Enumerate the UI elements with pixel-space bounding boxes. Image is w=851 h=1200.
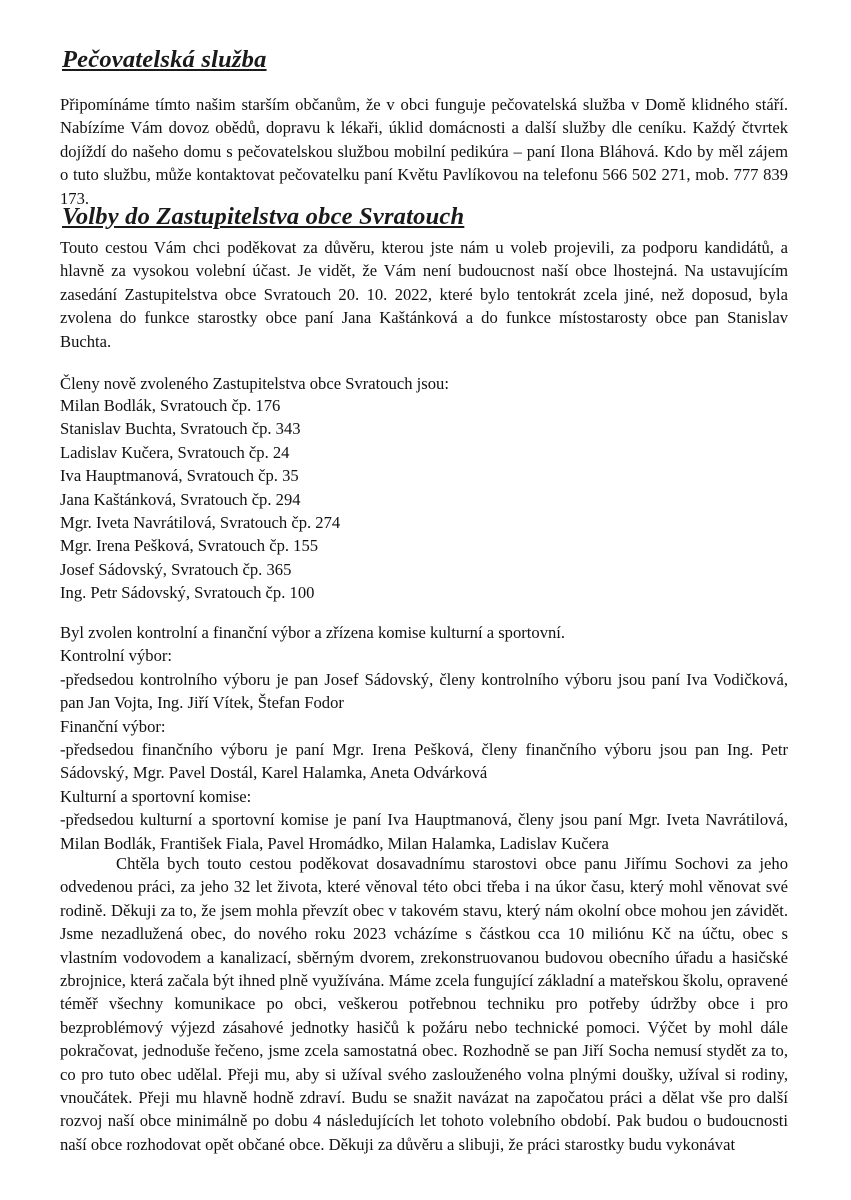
heading-volby: Volby do Zastupitelstva obce Svratouch	[62, 203, 465, 230]
list-item: Mgr. Irena Pešková, Svratouch čp. 155	[60, 536, 319, 556]
members-intro	[60, 372, 788, 395]
paragraph-pecovatelska-sluzba: Připomínáme tímto našim starším občanům, že v obci funguje pečovatelská služba v Domě klidného stáří. Nabízíme Vám dovoz obědů, dopravu k lékaři, úklid domácnosti a další služby dle ceníku. Každý čtvrtek dojíždí do našeho domu s pečovatelskou službou mobilní pedikúra – paní Ilona Bláhová. Kdo by měl zájem o tuto službu, může kontaktovat pečovatelku paní Květu Pavlíkovou na telefonu 566 502 271, mob. 777 839 173.	[60, 95, 788, 208]
paragraph-volby: Touto cestou Vám chci poděkovat za důvěru, kterou jste nám u voleb projevili, za podporu kandidátů, a hlavně za vysokou volební účast. Je vidět, že Vám není budoucnost naší obce lhostejná. Na ustavujícím zasedání Zastupitelstva obce Svratouch 20. 10. 2022, které bylo tentokrát zcela jiné, než doposud, byla zvolena do funkce starostky obce paní Jana Kaštánková a do funkce místostarosty obce pan Stanislav Buchta.	[60, 238, 788, 351]
list-item: Ladislav Kučera, Svratouch čp. 24	[60, 442, 290, 462]
list-item: Iva Hauptmanová, Svratouch čp. 35	[60, 466, 299, 486]
paragraph-thanks: Chtěla bych touto cestou poděkovat dosavadnímu starostovi obce panu Jiřímu Sochovi za jeho odvedenou práci, za jeho 32 let života, které věnoval této obci třeba i na úkor času, který mohl věnovat své rodině. Děkuji za to, že jsem mohla převzít obec v takovém stavu, který nám okolní obce mohou jen závidět. Jsme nezadlužená obec, do nového roku 2023 vcházíme s částkou cca 10 miliónu Kč na účtu, obec s vlastním vodovodem a kanalizací, sběrným dvorem, zrekonstruovanou budovou obecního úřadu a hasičské zbrojnice, která začala být ihned plně využívána. Máme zcela fungující základní a mateřskou školu, opravené téměř všechny komunikace po obci, veškerou potřebnou techniku pro potřeby údržby obce i pro bezproblémový výjezd zásahové jednotky hasičů k požáru nebo technické pomoci. Výčet by mohl dále pokračovat, jednoduše řečeno, jsme zcela samostatná obec. Rozhodně se pan Jiří Socha nemusí stydět za to, co pro tuto obec udělal. Přeji mu, aby si užíval svého zaslouženého volna plnými doušky, užíval si rodiny, vnoučátek. Přeji mu hlavně hodně zdraví. Budu se snažit navázat na započatou práci a dělat vše pro další rozvoj naší obce minimálně po dobu 4 následujících let tohoto volebního období. Pak budou o budoucnosti naší obce rozhodovat opět občané obce. Děkuji za důvěru a slibuji, že práci starostky budu vykonávat	[60, 854, 788, 1154]
kontrolni-vybor-label: Kontrolní výbor:	[60, 646, 172, 666]
kulturni-komise-label: Kulturní a sportovní komise:	[60, 786, 252, 806]
financni-vybor-label: Finanční výbor:	[60, 716, 166, 736]
list-item: Josef Sádovský, Svratouch čp. 365	[60, 559, 292, 579]
list-item: Stanislav Buchta, Svratouch čp. 343	[60, 419, 301, 439]
list-item: Ing. Petr Sádovský, Svratouch čp. 100	[60, 583, 315, 603]
members-list	[60, 394, 340, 605]
members-intro-text: Členy nově zvoleného Zastupitelstva obce Svratouch jsou:	[60, 374, 449, 393]
section-committees	[60, 621, 788, 855]
heading-pecovatelska-sluzba: Pečovatelská služba	[62, 46, 267, 73]
list-item: Jana Kaštánková, Svratouch čp. 294	[60, 489, 301, 509]
section-thanks	[60, 852, 788, 1156]
financni-vybor-text: -předsedou finančního výboru je paní Mgr. Irena Pešková, členy finančního výboru jsou pan Ing. Petr Sádovský, Mgr. Pavel Dostál, Karel Halamka, Aneta Odvárková	[60, 740, 788, 783]
list-item: Mgr. Iveta Navrátilová, Svratouch čp. 274	[60, 513, 341, 533]
committees-intro: Byl zvolen kontrolní a finanční výbor a zřízena komise kulturní a sportovní.	[60, 623, 566, 642]
section-volby	[60, 236, 788, 353]
list-item: Milan Bodlák, Svratouch čp. 176	[60, 396, 281, 415]
kontrolni-vybor-text: -předsedou kontrolního výboru je pan Josef Sádovský, členy kontrolního výboru jsou paní Iva Vodičková, pan Jan Vojta, Ing. Jiří Vítek, Štefan Fodor	[60, 669, 788, 713]
section-pecovatelska-sluzba	[60, 93, 788, 210]
kulturni-komise-text: -předsedou kulturní a sportovní komise je paní Iva Hauptmanová, členy jsou paní Mgr. Iveta Navrátilová, Milan Bodlák, František Fiala, Pavel Hromádko, Milan Halamka, Ladislav Kučera	[60, 810, 788, 853]
